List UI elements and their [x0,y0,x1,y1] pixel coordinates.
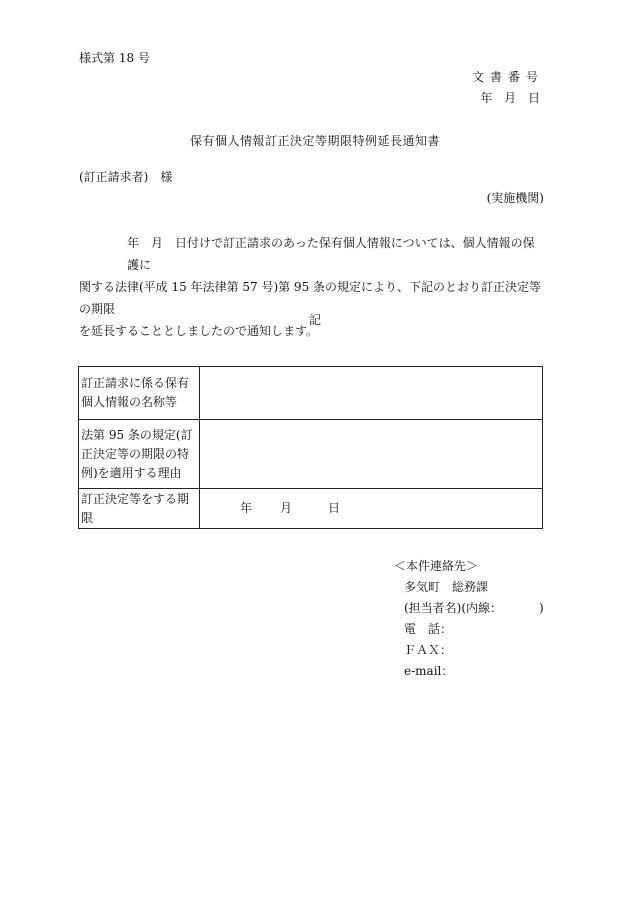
contact-email: e-mail： [404,664,454,678]
row-label-reason: 法第 95 条の規定(訂正決定等の期限の特例)を適用する理由 [79,420,200,489]
contact-block [394,556,544,682]
doc-number: 文書番号 [471,70,544,84]
row-label-deadline: 訂正決定等をする期限 [79,489,200,529]
contact-person-label: (担当者名)(内線： [404,601,503,615]
issue-date: 年 月 日 [480,91,544,105]
table-row [79,367,543,420]
info-table [78,366,543,529]
implementing-agency: (実施機関) [486,191,544,205]
row-label-info-name: 訂正請求に係る保有個人情報の名称等 [79,367,200,420]
table-row [79,489,543,529]
form-number: 様式第 18 号 [79,51,150,65]
contact-department: 多気町 総務課 [404,580,489,594]
deadline-year: 年 [240,501,253,515]
deadline-date [200,489,543,529]
body-line-3: を延長することとしましたので通知します。 [79,324,319,338]
contact-heading: ＜本件連絡先＞ [394,559,479,573]
contact-fax: ＦＡＸ： [404,643,453,657]
deadline-month: 月 [280,501,293,515]
document-title: 保有個人情報訂正決定等期限特例延長通知書 [189,134,440,148]
contact-phone: 電 話： [404,622,453,636]
contact-person-close: ) [539,601,544,615]
body-line-2: 関する法律(平成 15 年法律第 57 号)第 95 条の規定により、下記のとおり訂正決定等の期限 [79,280,542,316]
ki-heading: 記 [308,313,321,327]
contact-person [394,598,544,619]
body-line-1: 年 月 日付けで訂正請求のあった保有個人情報については、個人情報の保護に [127,236,535,272]
row-value-reason [200,420,543,489]
row-value-info-name [200,367,543,420]
table-row [79,420,543,489]
deadline-day: 日 [328,501,341,515]
addressee: (訂正請求者) 様 [79,170,173,184]
